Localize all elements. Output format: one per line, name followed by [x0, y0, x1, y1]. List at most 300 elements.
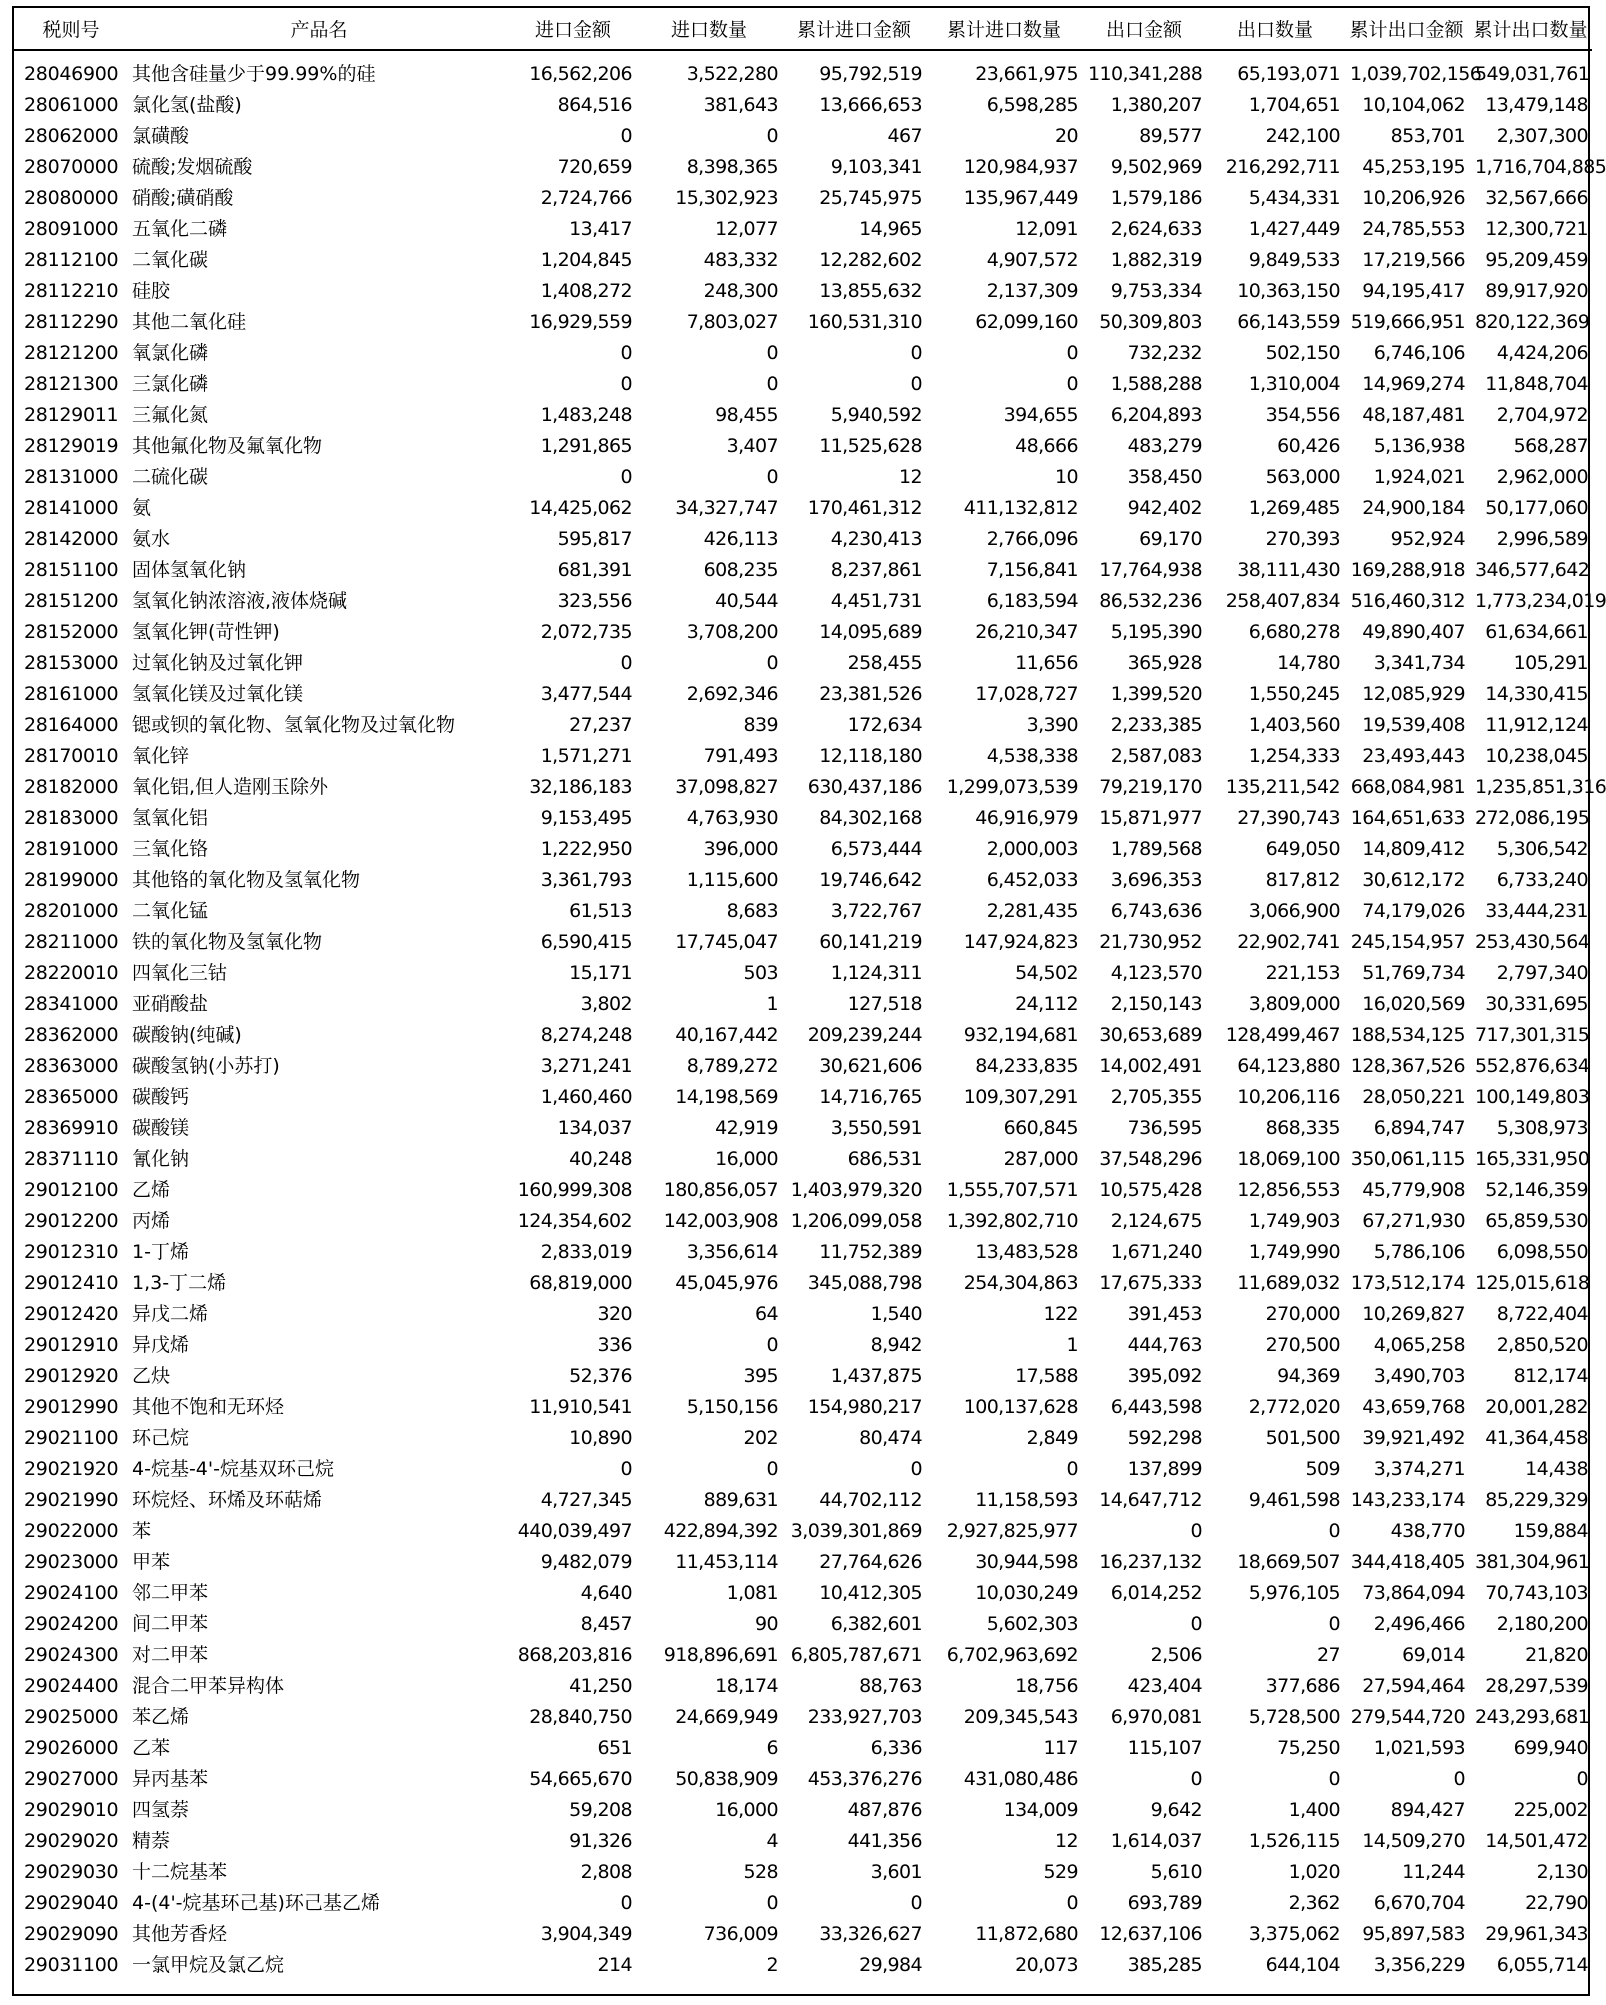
import-value-cell: 1,222,950: [540, 838, 632, 860]
import-value-cell: 0: [620, 1892, 632, 1914]
tariff-code-cell: 28121200: [24, 342, 119, 364]
cumulative-export-value-cell: 74,179,026: [1362, 900, 1465, 922]
cumulative-export-value-cell: 16,020,569: [1362, 993, 1465, 1015]
cumulative-import-quantity-cell: 109,307,291: [963, 1086, 1078, 1108]
export-value-cell: 2,624,633: [1110, 218, 1202, 240]
product-name-cell: 1,3-丁二烯: [132, 1272, 227, 1294]
export-value-cell: 395,092: [1127, 1365, 1202, 1387]
import-value-cell: 4,640: [580, 1582, 632, 1604]
product-name-cell: 4-(4'-烷基环己基)环己基乙烯: [132, 1892, 380, 1914]
header-import-value: 进口金额: [510, 8, 636, 50]
import-value-cell: 3,904,349: [540, 1923, 632, 1945]
import-quantity-cell: 0: [766, 1334, 778, 1356]
import-value-cell: 8,274,248: [540, 1024, 632, 1046]
cumulative-import-quantity-cell: 2,927,825,977: [946, 1520, 1078, 1542]
cumulative-export-quantity-cell: 2,130: [1536, 1861, 1588, 1883]
table-row: [14, 1175, 1592, 1206]
cumulative-export-value-cell: 344,418,405: [1350, 1551, 1465, 1573]
cumulative-export-value-cell: 4,065,258: [1373, 1334, 1465, 1356]
export-quantity-cell: 501,500: [1265, 1427, 1340, 1449]
product-name-cell: 异戊二烯: [132, 1303, 209, 1325]
cumulative-export-quantity-cell: 1,773,234,019: [1475, 590, 1606, 612]
tariff-code-cell: 29029030: [24, 1861, 119, 1883]
product-name-cell: 碳酸镁: [132, 1117, 190, 1139]
product-name-cell: 氢氧化铝: [132, 807, 209, 829]
export-value-cell: 3,696,353: [1110, 869, 1202, 891]
cumulative-import-quantity-cell: 4,538,338: [986, 745, 1078, 767]
import-value-cell: 323,556: [557, 590, 632, 612]
cumulative-export-value-cell: 6,894,747: [1373, 1117, 1465, 1139]
table-row: [14, 586, 1592, 617]
cumulative-export-value-cell: 173,512,174: [1350, 1272, 1465, 1294]
tariff-code-cell: 28061000: [24, 94, 119, 116]
tariff-code-cell: 29024100: [24, 1582, 119, 1604]
cumulative-import-value-cell: 60,141,219: [819, 931, 922, 953]
table-body: [14, 50, 1606, 1981]
table-row: [14, 307, 1592, 338]
export-value-cell: 9,642: [1150, 1799, 1202, 1821]
import-quantity-cell: 736,009: [703, 1923, 778, 1945]
export-quantity-cell: 64,123,880: [1237, 1055, 1340, 1077]
tariff-code-cell: 29012410: [24, 1272, 119, 1294]
import-value-cell: 54,665,670: [529, 1768, 632, 1790]
import-quantity-cell: 3,407: [726, 435, 778, 457]
cumulative-export-quantity-cell: 33,444,231: [1485, 900, 1588, 922]
import-value-cell: 720,659: [557, 156, 632, 178]
table-row: [14, 1299, 1592, 1330]
cumulative-export-quantity-cell: 2,797,340: [1496, 962, 1588, 984]
cumulative-export-value-cell: 67,271,930: [1362, 1210, 1465, 1232]
import-value-cell: 61,513: [569, 900, 632, 922]
header-export-quantity: 出口数量: [1206, 8, 1344, 50]
header-row: [14, 8, 1592, 50]
import-value-cell: 3,802: [580, 993, 632, 1015]
table-row: [14, 214, 1592, 245]
tariff-code-cell: 29026000: [24, 1737, 119, 1759]
import-quantity-cell: 0: [766, 1892, 778, 1914]
import-value-cell: 2,808: [580, 1861, 632, 1883]
export-quantity-cell: 270,393: [1265, 528, 1340, 550]
import-quantity-cell: 16,000: [715, 1148, 778, 1170]
product-name-cell: 硅胶: [132, 280, 171, 302]
cumulative-import-value-cell: 6,573,444: [830, 838, 922, 860]
cumulative-export-quantity-cell: 243,293,681: [1475, 1706, 1590, 1728]
table-row: [14, 1888, 1592, 1919]
import-quantity-cell: 37,098,827: [675, 776, 778, 798]
cumulative-export-value-cell: 43,659,768: [1362, 1396, 1465, 1418]
import-quantity-cell: 98,455: [715, 404, 778, 426]
import-quantity-cell: 0: [766, 342, 778, 364]
cumulative-export-quantity-cell: 52,146,359: [1485, 1179, 1588, 1201]
product-name-cell: 间二甲苯: [132, 1613, 209, 1635]
cumulative-export-quantity-cell: 50,177,060: [1485, 497, 1588, 519]
table-row: [14, 1206, 1592, 1237]
export-value-cell: 1,614,037: [1110, 1830, 1202, 1852]
cumulative-import-value-cell: 30,621,606: [819, 1055, 922, 1077]
table-row: [14, 834, 1592, 865]
product-name-cell: 铁的氧化物及氢氧化物: [132, 931, 323, 953]
cumulative-export-value-cell: 39,921,492: [1362, 1427, 1465, 1449]
tariff-code-cell: 29012100: [24, 1179, 119, 1201]
cumulative-export-quantity-cell: 5,306,542: [1496, 838, 1588, 860]
export-value-cell: 423,404: [1127, 1675, 1202, 1697]
cumulative-export-quantity-cell: 28,297,539: [1485, 1675, 1588, 1697]
cumulative-export-quantity-cell: 14,501,472: [1485, 1830, 1588, 1852]
product-name-cell: 乙苯: [132, 1737, 171, 1759]
cumulative-export-quantity-cell: 2,307,300: [1496, 125, 1588, 147]
table-row: [14, 865, 1592, 896]
cumulative-export-quantity-cell: 225,002: [1513, 1799, 1588, 1821]
table-row: [14, 369, 1592, 400]
export-quantity-cell: 5,976,105: [1248, 1582, 1340, 1604]
cumulative-import-value-cell: 4,230,413: [830, 528, 922, 550]
export-quantity-cell: 3,809,000: [1248, 993, 1340, 1015]
product-name-cell: 其他铬的氧化物及氢氧化物: [132, 869, 361, 891]
import-quantity-cell: 0: [766, 125, 778, 147]
cumulative-import-value-cell: 467: [887, 125, 922, 147]
cumulative-import-value-cell: 12,118,180: [819, 745, 922, 767]
import-quantity-cell: 8,683: [726, 900, 778, 922]
table-row: [14, 90, 1592, 121]
cumulative-export-quantity-cell: 820,122,369: [1475, 311, 1590, 333]
import-value-cell: 214: [597, 1954, 632, 1976]
export-value-cell: 732,232: [1127, 342, 1202, 364]
cumulative-export-quantity-cell: 2,962,000: [1496, 466, 1588, 488]
header-export-value: 出口金额: [1082, 8, 1206, 50]
export-quantity-cell: 1,400: [1288, 1799, 1340, 1821]
export-value-cell: 69,170: [1139, 528, 1202, 550]
tariff-code-cell: 29029010: [24, 1799, 119, 1821]
table-row: [14, 1609, 1592, 1640]
import-value-cell: 1,204,845: [540, 249, 632, 271]
import-value-cell: 13,417: [569, 218, 632, 240]
cumulative-import-value-cell: 9,103,341: [830, 156, 922, 178]
cumulative-import-value-cell: 3,039,301,869: [790, 1520, 922, 1542]
table-row: [14, 524, 1592, 555]
export-quantity-cell: 66,143,559: [1237, 311, 1340, 333]
cumulative-export-value-cell: 3,490,703: [1373, 1365, 1465, 1387]
import-value-cell: 52,376: [569, 1365, 632, 1387]
cumulative-export-value-cell: 438,770: [1390, 1520, 1465, 1542]
cumulative-export-value-cell: 143,233,174: [1350, 1489, 1465, 1511]
export-quantity-cell: 10,206,116: [1237, 1086, 1340, 1108]
cumulative-export-quantity-cell: 105,291: [1513, 652, 1588, 674]
product-name-cell: 其他氟化物及氟氧化物: [132, 435, 323, 457]
cumulative-export-quantity-cell: 29,961,343: [1485, 1923, 1588, 1945]
tariff-code-cell: 29025000: [24, 1706, 119, 1728]
table-row: [14, 1702, 1592, 1733]
header-product-name: 产品名: [128, 8, 510, 50]
cumulative-import-quantity-cell: 529: [1043, 1861, 1078, 1883]
export-value-cell: 736,595: [1127, 1117, 1202, 1139]
product-name-cell: 氢氧化钾(苛性钾): [132, 621, 280, 643]
table-row: [14, 803, 1592, 834]
table-row: [14, 1082, 1592, 1113]
import-value-cell: 0: [620, 125, 632, 147]
export-quantity-cell: 3,375,062: [1248, 1923, 1340, 1945]
cumulative-import-quantity-cell: 13,483,528: [975, 1241, 1078, 1263]
tariff-code-cell: 28211000: [24, 931, 119, 953]
import-quantity-cell: 528: [743, 1861, 778, 1883]
cumulative-export-quantity-cell: 717,301,315: [1475, 1024, 1590, 1046]
import-value-cell: 68,819,000: [529, 1272, 632, 1294]
product-name-cell: 固体氢氧化钠: [132, 559, 247, 581]
cumulative-import-value-cell: 11,525,628: [819, 435, 922, 457]
tariff-code-cell: 29029090: [24, 1923, 119, 1945]
export-quantity-cell: 644,104: [1265, 1954, 1340, 1976]
cumulative-export-value-cell: 516,460,312: [1350, 590, 1465, 612]
cumulative-export-quantity-cell: 6,733,240: [1496, 869, 1588, 891]
table-row: [14, 152, 1592, 183]
cumulative-import-quantity-cell: 134,009: [1003, 1799, 1078, 1821]
export-quantity-cell: 1,427,449: [1248, 218, 1340, 240]
data-table-page: [12, 6, 1606, 1996]
cumulative-export-quantity-cell: 2,704,972: [1496, 404, 1588, 426]
import-quantity-cell: 42,919: [715, 1117, 778, 1139]
export-quantity-cell: 0: [1328, 1613, 1340, 1635]
table-row: [14, 1547, 1592, 1578]
table-row: [14, 1144, 1592, 1175]
export-value-cell: 1,671,240: [1110, 1241, 1202, 1263]
cumulative-export-value-cell: 17,219,566: [1362, 249, 1465, 271]
import-value-cell: 1,291,865: [540, 435, 632, 457]
export-quantity-cell: 563,000: [1265, 466, 1340, 488]
import-quantity-cell: 381,643: [703, 94, 778, 116]
tariff-code-cell: 28080000: [24, 187, 119, 209]
cumulative-import-value-cell: 3,722,767: [830, 900, 922, 922]
export-quantity-cell: 10,363,150: [1237, 280, 1340, 302]
cumulative-import-quantity-cell: 2,000,003: [986, 838, 1078, 860]
tariff-code-cell: 28091000: [24, 218, 119, 240]
product-name-cell: 一氯甲烷及氯乙烷: [132, 1954, 285, 1976]
tariff-code-cell: 29031100: [24, 1954, 119, 1976]
export-quantity-cell: 9,461,598: [1248, 1489, 1340, 1511]
import-value-cell: 2,724,766: [540, 187, 632, 209]
tariff-code-cell: 28151100: [24, 559, 119, 581]
export-value-cell: 14,647,712: [1099, 1489, 1202, 1511]
export-quantity-cell: 1,749,990: [1248, 1241, 1340, 1263]
import-quantity-cell: 396,000: [703, 838, 778, 860]
import-value-cell: 134,037: [557, 1117, 632, 1139]
product-name-cell: 丙烯: [132, 1210, 171, 1232]
tariff-code-cell: 29029020: [24, 1830, 119, 1852]
import-value-cell: 2,072,735: [540, 621, 632, 643]
tariff-code-cell: 28112290: [24, 311, 119, 333]
import-quantity-cell: 90: [755, 1613, 778, 1635]
export-value-cell: 1,882,319: [1110, 249, 1202, 271]
cumulative-import-value-cell: 8,942: [870, 1334, 922, 1356]
cumulative-export-value-cell: 169,288,918: [1350, 559, 1465, 581]
export-value-cell: 444,763: [1127, 1334, 1202, 1356]
cumulative-import-value-cell: 258,455: [847, 652, 922, 674]
table-row: [14, 1423, 1592, 1454]
table-row: [14, 958, 1592, 989]
import-quantity-cell: 18,174: [715, 1675, 778, 1697]
cumulative-export-value-cell: 23,493,443: [1362, 745, 1465, 767]
cumulative-import-value-cell: 5,940,592: [830, 404, 922, 426]
tariff-code-cell: 28129011: [24, 404, 119, 426]
import-quantity-cell: 7,803,027: [686, 311, 778, 333]
cumulative-import-value-cell: 27,764,626: [819, 1551, 922, 1573]
cumulative-import-value-cell: 209,239,244: [807, 1024, 922, 1046]
export-value-cell: 1,579,186: [1110, 187, 1202, 209]
cumulative-export-quantity-cell: 10,238,045: [1485, 745, 1588, 767]
cumulative-export-value-cell: 48,187,481: [1362, 404, 1465, 426]
cumulative-export-quantity-cell: 699,940: [1513, 1737, 1588, 1759]
export-value-cell: 50,309,803: [1099, 311, 1202, 333]
export-quantity-cell: 216,292,711: [1225, 156, 1340, 178]
product-name-cell: 五氧化二磷: [132, 218, 228, 240]
cumulative-import-quantity-cell: 10,030,249: [975, 1582, 1078, 1604]
cumulative-import-value-cell: 630,437,186: [807, 776, 922, 798]
export-quantity-cell: 1,310,004: [1248, 373, 1340, 395]
table-row: [14, 1919, 1592, 1950]
cumulative-import-quantity-cell: 209,345,543: [963, 1706, 1078, 1728]
table-row: [14, 1516, 1592, 1547]
cumulative-export-value-cell: 14,509,270: [1362, 1830, 1465, 1852]
table-row: [14, 1361, 1592, 1392]
product-name-cell: 十二烷基苯: [132, 1861, 228, 1883]
import-quantity-cell: 395: [743, 1365, 778, 1387]
cumulative-export-quantity-cell: 11,912,124: [1485, 714, 1588, 736]
cumulative-import-value-cell: 6,805,787,671: [790, 1644, 922, 1666]
cumulative-import-quantity-cell: 46,916,979: [975, 807, 1078, 829]
table-row: [14, 1733, 1592, 1764]
cumulative-import-quantity-cell: 2,766,096: [986, 528, 1078, 550]
table-row: [14, 1950, 1592, 1981]
cumulative-export-value-cell: 45,253,195: [1362, 156, 1465, 178]
cumulative-export-quantity-cell: 89,917,920: [1485, 280, 1588, 302]
cumulative-export-quantity-cell: 2,850,520: [1496, 1334, 1588, 1356]
cumulative-export-value-cell: 27,594,464: [1362, 1675, 1465, 1697]
export-quantity-cell: 221,153: [1265, 962, 1340, 984]
import-value-cell: 0: [620, 373, 632, 395]
tariff-code-cell: 28129019: [24, 435, 119, 457]
export-quantity-cell: 242,100: [1265, 125, 1340, 147]
export-value-cell: 5,610: [1150, 1861, 1202, 1883]
import-quantity-cell: 426,113: [703, 528, 778, 550]
cumulative-import-quantity-cell: 12: [1055, 1830, 1078, 1852]
import-quantity-cell: 8,398,365: [686, 156, 778, 178]
product-name-cell: 硝酸;磺硝酸: [132, 187, 234, 209]
import-value-cell: 1,460,460: [540, 1086, 632, 1108]
cumulative-import-quantity-cell: 62,099,160: [975, 311, 1078, 333]
product-name-cell: 氯磺酸: [132, 125, 190, 147]
export-quantity-cell: 1,254,333: [1248, 745, 1340, 767]
cumulative-export-value-cell: 95,897,583: [1362, 1923, 1465, 1945]
import-value-cell: 6,590,415: [540, 931, 632, 953]
export-quantity-cell: 94,369: [1277, 1365, 1340, 1387]
table-row: [14, 338, 1592, 369]
cumulative-import-value-cell: 1,540: [870, 1303, 922, 1325]
import-value-cell: 3,271,241: [540, 1055, 632, 1077]
cumulative-import-quantity-cell: 3,390: [1026, 714, 1078, 736]
product-name-cell: 苯: [132, 1520, 152, 1542]
cumulative-import-quantity-cell: 30,944,598: [975, 1551, 1078, 1573]
cumulative-export-quantity-cell: 95,209,459: [1485, 249, 1588, 271]
table-row: [14, 1113, 1592, 1144]
product-name-cell: 三氧化铬: [132, 838, 209, 860]
import-value-cell: 28,840,750: [529, 1706, 632, 1728]
tariff-code-cell: 29029040: [24, 1892, 119, 1914]
import-quantity-cell: 0: [766, 1458, 778, 1480]
table-row: [14, 710, 1592, 741]
import-value-cell: 0: [620, 652, 632, 674]
cumulative-export-quantity-cell: 100,149,803: [1475, 1086, 1590, 1108]
export-value-cell: 89,577: [1139, 125, 1202, 147]
import-value-cell: 595,817: [557, 528, 632, 550]
export-quantity-cell: 9,849,533: [1248, 249, 1340, 271]
header-cumulative-import-value: 累计进口金额: [782, 8, 926, 50]
cumulative-import-value-cell: 13,666,653: [819, 94, 922, 116]
import-value-cell: 0: [620, 342, 632, 364]
cumulative-import-quantity-cell: 0: [1066, 342, 1078, 364]
cumulative-import-quantity-cell: 5,602,303: [986, 1613, 1078, 1635]
cumulative-import-quantity-cell: 287,000: [1003, 1148, 1078, 1170]
cumulative-export-quantity-cell: 20,001,282: [1485, 1396, 1588, 1418]
tariff-code-cell: 28341000: [24, 993, 119, 1015]
tariff-code-cell: 28191000: [24, 838, 119, 860]
export-value-cell: 2,587,083: [1110, 745, 1202, 767]
cumulative-import-value-cell: 172,634: [847, 714, 922, 736]
product-name-cell: 氰化钠: [132, 1148, 190, 1170]
export-value-cell: 110,341,288: [1088, 63, 1203, 85]
table-row: [14, 493, 1592, 524]
tariff-code-cell: 28153000: [24, 652, 119, 674]
export-quantity-cell: 1,550,245: [1248, 683, 1340, 705]
product-name-cell: 氨水: [132, 528, 171, 550]
cumulative-export-quantity-cell: 85,229,329: [1485, 1489, 1588, 1511]
import-quantity-cell: 12,077: [715, 218, 778, 240]
export-quantity-cell: 65,193,071: [1237, 63, 1340, 85]
cumulative-export-value-cell: 5,136,938: [1373, 435, 1465, 457]
table-row: [14, 648, 1592, 679]
export-value-cell: 115,107: [1127, 1737, 1202, 1759]
tariff-code-cell: 28365000: [24, 1086, 119, 1108]
cumulative-export-value-cell: 3,374,271: [1373, 1458, 1465, 1480]
import-value-cell: 320: [597, 1303, 632, 1325]
table-row: [14, 1485, 1592, 1516]
cumulative-export-value-cell: 19,539,408: [1362, 714, 1465, 736]
tariff-code-cell: 28363000: [24, 1055, 119, 1077]
cumulative-import-quantity-cell: 2,137,309: [986, 280, 1078, 302]
table-row: [14, 245, 1592, 276]
export-value-cell: 391,453: [1127, 1303, 1202, 1325]
export-value-cell: 942,402: [1127, 497, 1202, 519]
table-row: [14, 896, 1592, 927]
import-value-cell: 14,425,062: [529, 497, 632, 519]
cumulative-export-value-cell: 6,746,106: [1373, 342, 1465, 364]
import-quantity-cell: 248,300: [703, 280, 778, 302]
export-value-cell: 6,014,252: [1110, 1582, 1202, 1604]
import-quantity-cell: 0: [766, 373, 778, 395]
product-name-cell: 精萘: [132, 1830, 171, 1852]
cumulative-import-quantity-cell: 135,967,449: [963, 187, 1078, 209]
cumulative-import-quantity-cell: 431,080,486: [963, 1768, 1078, 1790]
export-value-cell: 1,399,520: [1110, 683, 1202, 705]
table-row: [14, 1454, 1592, 1485]
export-value-cell: 483,279: [1127, 435, 1202, 457]
header-import-quantity: 进口数量: [636, 8, 782, 50]
export-value-cell: 2,705,355: [1110, 1086, 1202, 1108]
cumulative-import-quantity-cell: 6,598,285: [986, 94, 1078, 116]
cumulative-import-value-cell: 88,763: [859, 1675, 922, 1697]
cumulative-import-value-cell: 12,282,602: [819, 249, 922, 271]
cumulative-import-value-cell: 10,412,305: [819, 1582, 922, 1604]
import-quantity-cell: 2,692,346: [686, 683, 778, 705]
table-row: [14, 1237, 1592, 1268]
export-value-cell: 6,970,081: [1110, 1706, 1202, 1728]
